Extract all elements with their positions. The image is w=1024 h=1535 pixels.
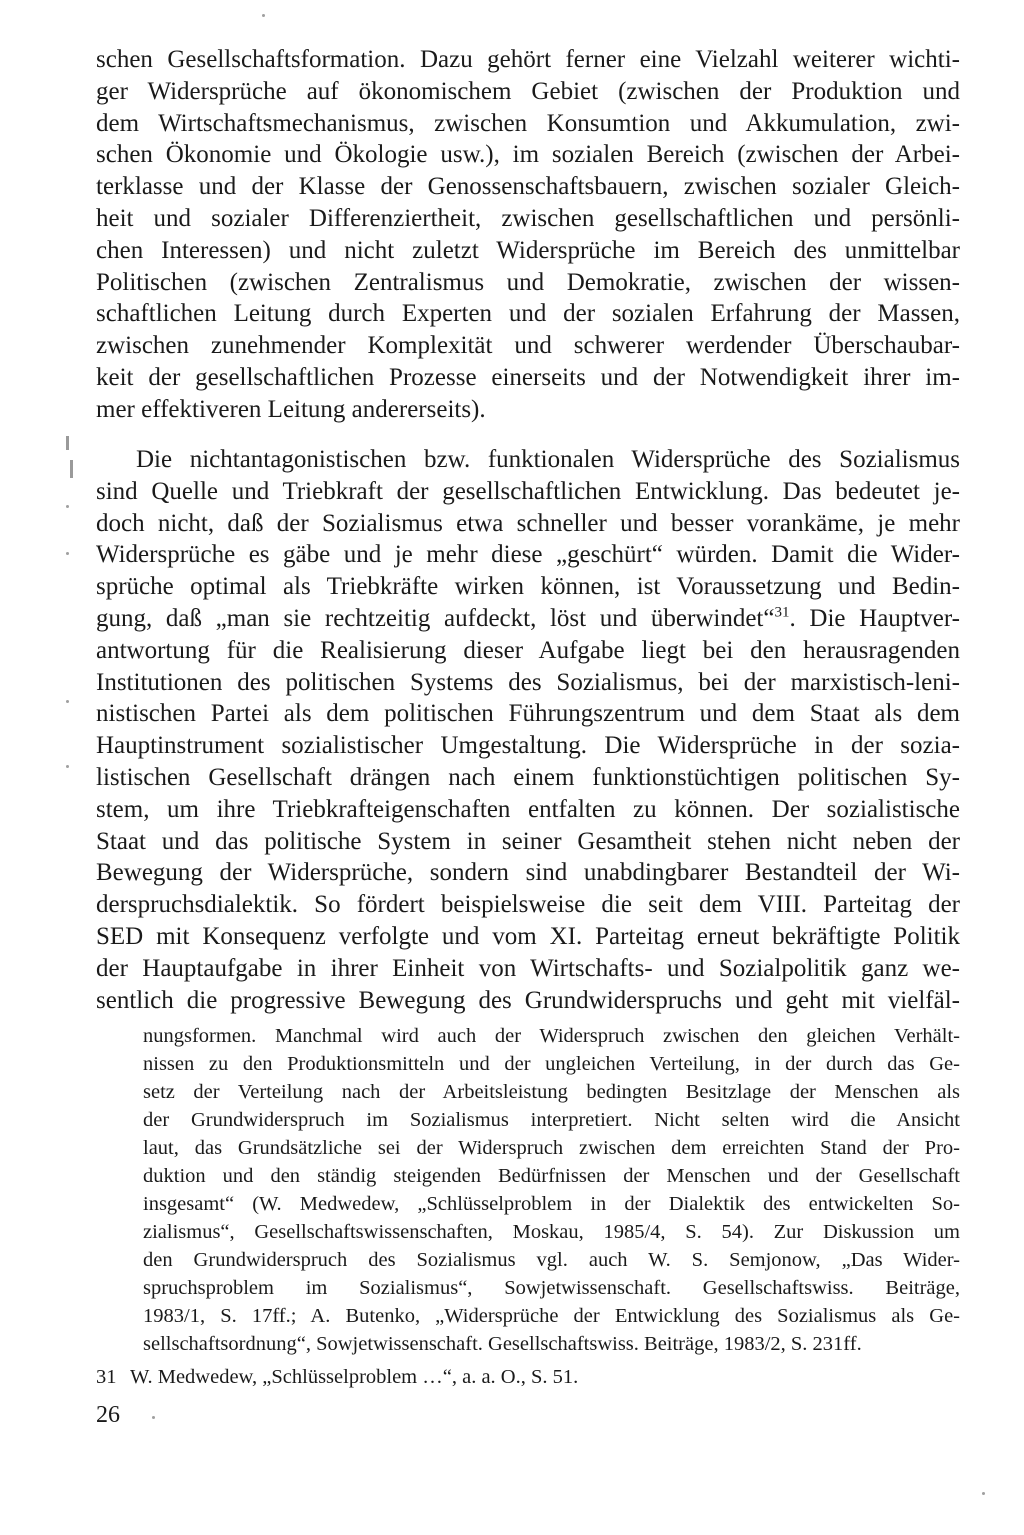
footnote-line: insgesamt“ (W. Medwedew, „Schlüsselproblem in der Dialektik des entwickelten So- (143, 1193, 960, 1215)
text-line: schaftlichen Leitung durch Experten und der sozialen Erfahrung der Massen, (96, 300, 960, 328)
page-number: 26 (96, 1402, 120, 1428)
text-line: terklasse und der Klasse der Genossenschaftsbauern, zwischen sozialer Gleich- (96, 173, 960, 201)
text-line: SED mit Konsequenz verfolgte und vom XI. Parteitag erneut bekräftigte Politik (96, 922, 960, 950)
footnote-line: laut, das Grundsätzliche sei der Widerspruch zwischen dem erreichten Stand der Pro- (143, 1137, 960, 1159)
text-line: Staat und das politische System in seiner Gesamtheit stehen nicht neben der (96, 827, 960, 855)
text-line-with-footnote-ref (96, 603, 960, 635)
footnote-line: den Grundwiderspruch des Sozialismus vgl. auch W. S. Semjonow, „Das Wider- (143, 1249, 960, 1271)
text-line: sprüche optimal als Triebkräfte wirken können, ist Voraussetzung und Bedin- (96, 573, 960, 601)
footnote-line: der Grundwiderspruch im Sozialismus interpretiert. Nicht selten wird die Ansicht (143, 1109, 960, 1131)
body-paragraph-2 (96, 444, 960, 1016)
text-line: sentlich die progressive Bewegung des Grundwiderspruchs und geht mit vielfäl- (96, 986, 960, 1014)
margin-mark (66, 436, 69, 450)
margin-mark (70, 460, 73, 478)
text-line: der Hauptaufgabe in ihrer Einheit von Wirtschafts- und Sozialpolitik ganz we- (96, 954, 960, 982)
footnote-continued (143, 1022, 960, 1358)
text-line: Widersprüche es gäbe und je mehr diese „geschürt“ würden. Damit die Wider- (96, 541, 960, 569)
footnote-line: setz der Verteilung nach der Arbeitsleistung bedingten Besitzlage der Menschen als (143, 1081, 960, 1103)
text-line: keit der gesellschaftlichen Prozesse einerseits und der Notwendigkeit ihrer im- (96, 363, 960, 391)
text-line: schen Gesellschaftsformation. Dazu gehört ferner eine Vielzahl weiterer wichti- (96, 46, 960, 73)
text-line: dem Wirtschaftsmechanismus, zwischen Konsumtion und Akkumulation, zwi- (96, 109, 960, 137)
text-line: heit und sozialer Differenziertheit, zwischen gesellschaftlichen und persönli- (96, 204, 960, 232)
line-text: gung, daß „man sie rechtzeitig aufdeckt, löst und überwindet“ (96, 604, 775, 632)
footnote-line: 1983/1, S. 17ff.; A. Butenko, „Widersprüche der Entwicklung des Sozialismus als Ge- (143, 1305, 960, 1327)
footnote-31 (96, 1363, 960, 1391)
text-line: Die nichtantagonistischen bzw. funktionalen Widersprüche des Sozialismus (136, 446, 960, 473)
line-tail: . Die Hauptver- (789, 604, 960, 632)
footnotes (96, 1022, 960, 1391)
text-line: listischen Gesellschaft drängen nach einem funktionstüchtigen politischen Sy- (96, 763, 960, 791)
scan-speck (66, 552, 69, 555)
scan-speck (982, 1492, 985, 1495)
scan-speck (66, 700, 69, 703)
text-line: schen Ökonomie und Ökologie usw.), im sozialen Bereich (zwischen der Arbei- (96, 141, 960, 169)
text-line: chen Interessen) und nicht zuletzt Widersprüche im Bereich des unmittelbar (96, 236, 960, 264)
footnote-reference[interactable]: 31 (774, 604, 790, 621)
text-line: antwortung für die Realisierung dieser Aufgabe liegt bei den herausragenden (96, 636, 960, 664)
footnote-line: duktion und den ständig steigenden Bedürfnissen der Menschen und der Gesellschaft (143, 1165, 960, 1187)
footnote-line: sellschaftsordnung“, Sowjetwissenschaft. Gesellschaftswiss. Beiträge, 1983/2, S. 231ff. (143, 1333, 862, 1355)
footnote-number: 31 (96, 1366, 117, 1388)
text-line: Hauptinstrument sozialistischer Umgestaltung. Die Widersprüche in der sozia- (96, 732, 960, 760)
scan-speck (66, 505, 69, 508)
text-line: sind Quelle und Triebkraft der gesellschaftlichen Entwicklung. Das bedeutet je- (96, 477, 960, 505)
text-line: Bewegung der Widersprüche, sondern sind unabdingbarer Bestandteil der Wi- (96, 859, 960, 887)
footnote-line: nungsformen. Manchmal wird auch der Widerspruch zwischen den gleichen Verhält- (143, 1025, 960, 1047)
scan-speck (262, 14, 265, 17)
text-line: mer effektiveren Leitung andererseits). (96, 395, 486, 423)
text-line: Institutionen des politischen Systems des Sozialismus, bei der marxistisch-leni- (96, 668, 960, 696)
text-line: doch nicht, daß der Sozialismus etwa schneller und besser vorankäme, je mehr (96, 509, 960, 537)
footnote-line: spruchsproblem im Sozialismus“, Sowjetwissenschaft. Gesellschaftswiss. Beiträge, (143, 1277, 960, 1299)
text-line: nistischen Partei als dem politischen Führungszentrum und dem Staat als dem (96, 700, 960, 728)
text-line: ger Widersprüche auf ökonomischem Gebiet (zwischen der Produktion und (96, 77, 960, 105)
text-line: Politischen (zwischen Zentralismus und Demokratie, zwischen der wissen- (96, 268, 960, 296)
body-paragraph-1 (96, 44, 960, 426)
text-line: stem, um ihre Triebkrafteigenschaften entfalten zu können. Der sozialistische (96, 795, 960, 823)
footnote-text: W. Medwedew, „Schlüsselproblem …“, a. a. O., S. 51. (130, 1366, 579, 1388)
scan-speck (152, 1416, 155, 1419)
scan-speck (66, 765, 69, 768)
text-line: derspruchsdialektik. So fördert beispielsweise die seit dem VIII. Parteitag der (96, 891, 960, 919)
text-line: zwischen zunehmender Komplexität und schwerer werdender Überschaubar- (96, 332, 960, 360)
footnote-line: nissen zu den Produktionsmitteln und der ungleichen Verteilung, in der durch das Ge- (143, 1053, 960, 1075)
footnote-line: zialismus“, Gesellschaftswissenschaften, Moskau, 1985/4, S. 54). Zur Diskussion um (143, 1221, 960, 1243)
